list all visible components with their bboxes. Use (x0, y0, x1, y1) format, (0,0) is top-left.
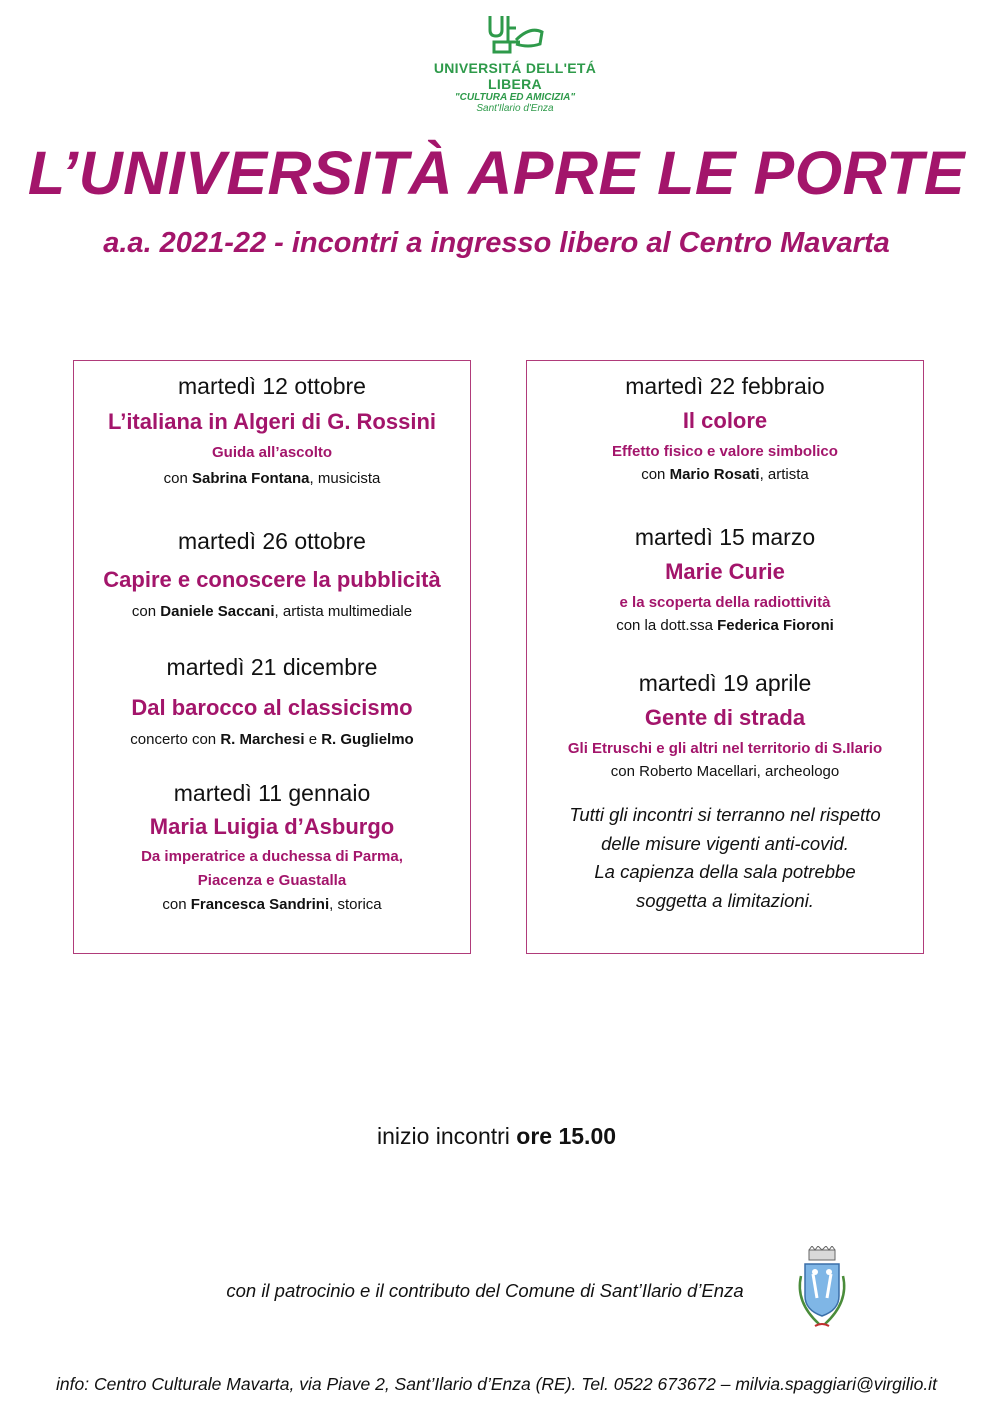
logo-motto: "CULTURA ED AMICIZIA" (454, 92, 576, 103)
event-date: martedì 26 ottobre (178, 528, 366, 554)
page-title: L’UNIVERSITÀ APRE LE PORTE (27, 139, 966, 207)
patronage-text: con il patrocinio e il contributo del Comune di Sant’Ilario d’Enza (226, 1280, 744, 1301)
event-speaker: con Roberto Macellari, archeologo (610, 763, 840, 780)
event-item (527, 371, 923, 487)
event-title: Capire e conoscere la pubblicità (103, 567, 441, 592)
event-speaker: con Daniele Saccani, artista multimediale (131, 603, 413, 620)
page-subtitle: a.a. 2021-22 - incontri a ingresso libero al Centro Mavarta (103, 227, 890, 259)
event-item (74, 778, 470, 917)
university-logo (405, 12, 625, 112)
event-speaker: con Mario Rosati, artista (641, 466, 809, 483)
event-title: L’italiana in Algeri di G. Rossini (107, 409, 437, 434)
contact-info: info: Centro Culturale Mavarta, via Piave 2, Sant’Ilario d’Enza (RE). Tel. 0522 673672 – milvia.spaggiari@virgilio.it (56, 1374, 937, 1394)
event-title: Il colore (682, 408, 768, 433)
event-speaker: con Francesca Sandrini, storica (162, 896, 382, 913)
event-item (74, 652, 470, 752)
event-title: Gente di strada (644, 705, 806, 730)
events-panel-right (526, 360, 924, 954)
event-subtitle: e la scoperta della radiottività (619, 594, 831, 611)
event-title: Dal barocco al classicismo (131, 695, 413, 720)
covid-note-line: Tutti gli incontri si terranno nel rispetto (569, 804, 881, 825)
event-speaker: con Sabrina Fontana, musicista (163, 470, 381, 487)
event-title: Maria Luigia d’Asburgo (149, 814, 395, 839)
event-subtitle: Gli Etruschi e gli altri nel territorio di S.Ilario (567, 740, 883, 757)
university-logo-icon (480, 12, 550, 56)
event-date: martedì 15 marzo (634, 524, 816, 550)
event-subtitle: Da imperatrice a duchessa di Parma, (141, 848, 403, 865)
covid-note (527, 801, 923, 915)
event-speaker: concerto con R. Marchesi e R. Guglielmo (130, 731, 414, 748)
covid-note-line: soggetta a limitazioni. (636, 889, 814, 911)
municipal-crest-icon (793, 1246, 851, 1336)
event-date: martedì 22 febbraio (625, 373, 825, 399)
covid-note-line: delle misure vigenti anti-covid. (601, 832, 849, 854)
logo-name: UNIVERSITÁ DELL'ETÁ LIBERA (433, 60, 597, 92)
event-item (527, 668, 923, 784)
events-panel-left (73, 360, 471, 954)
event-subtitle: Guida all’ascolto (211, 444, 333, 461)
event-speaker: con la dott.ssa Federica Fioroni (616, 617, 834, 634)
event-subtitle: Effetto fisico e valore simbolico (612, 443, 838, 460)
event-subtitle-line-2: Piacenza e Guastalla (197, 872, 347, 889)
event-date: martedì 19 aprile (638, 670, 812, 696)
event-date: martedì 11 gennaio (173, 780, 371, 806)
event-item (74, 371, 470, 491)
event-item (74, 526, 470, 624)
event-title: Marie Curie (665, 559, 785, 584)
start-time: inizio incontri ore 15.00 (376, 1123, 617, 1149)
event-date: martedì 21 dicembre (166, 654, 378, 680)
event-item (527, 522, 923, 638)
logo-place: Sant'Ilario d'Enza (476, 103, 554, 114)
covid-note-line: La capienza della sala potrebbe (594, 861, 856, 882)
event-date: martedì 12 ottobre (178, 373, 366, 399)
